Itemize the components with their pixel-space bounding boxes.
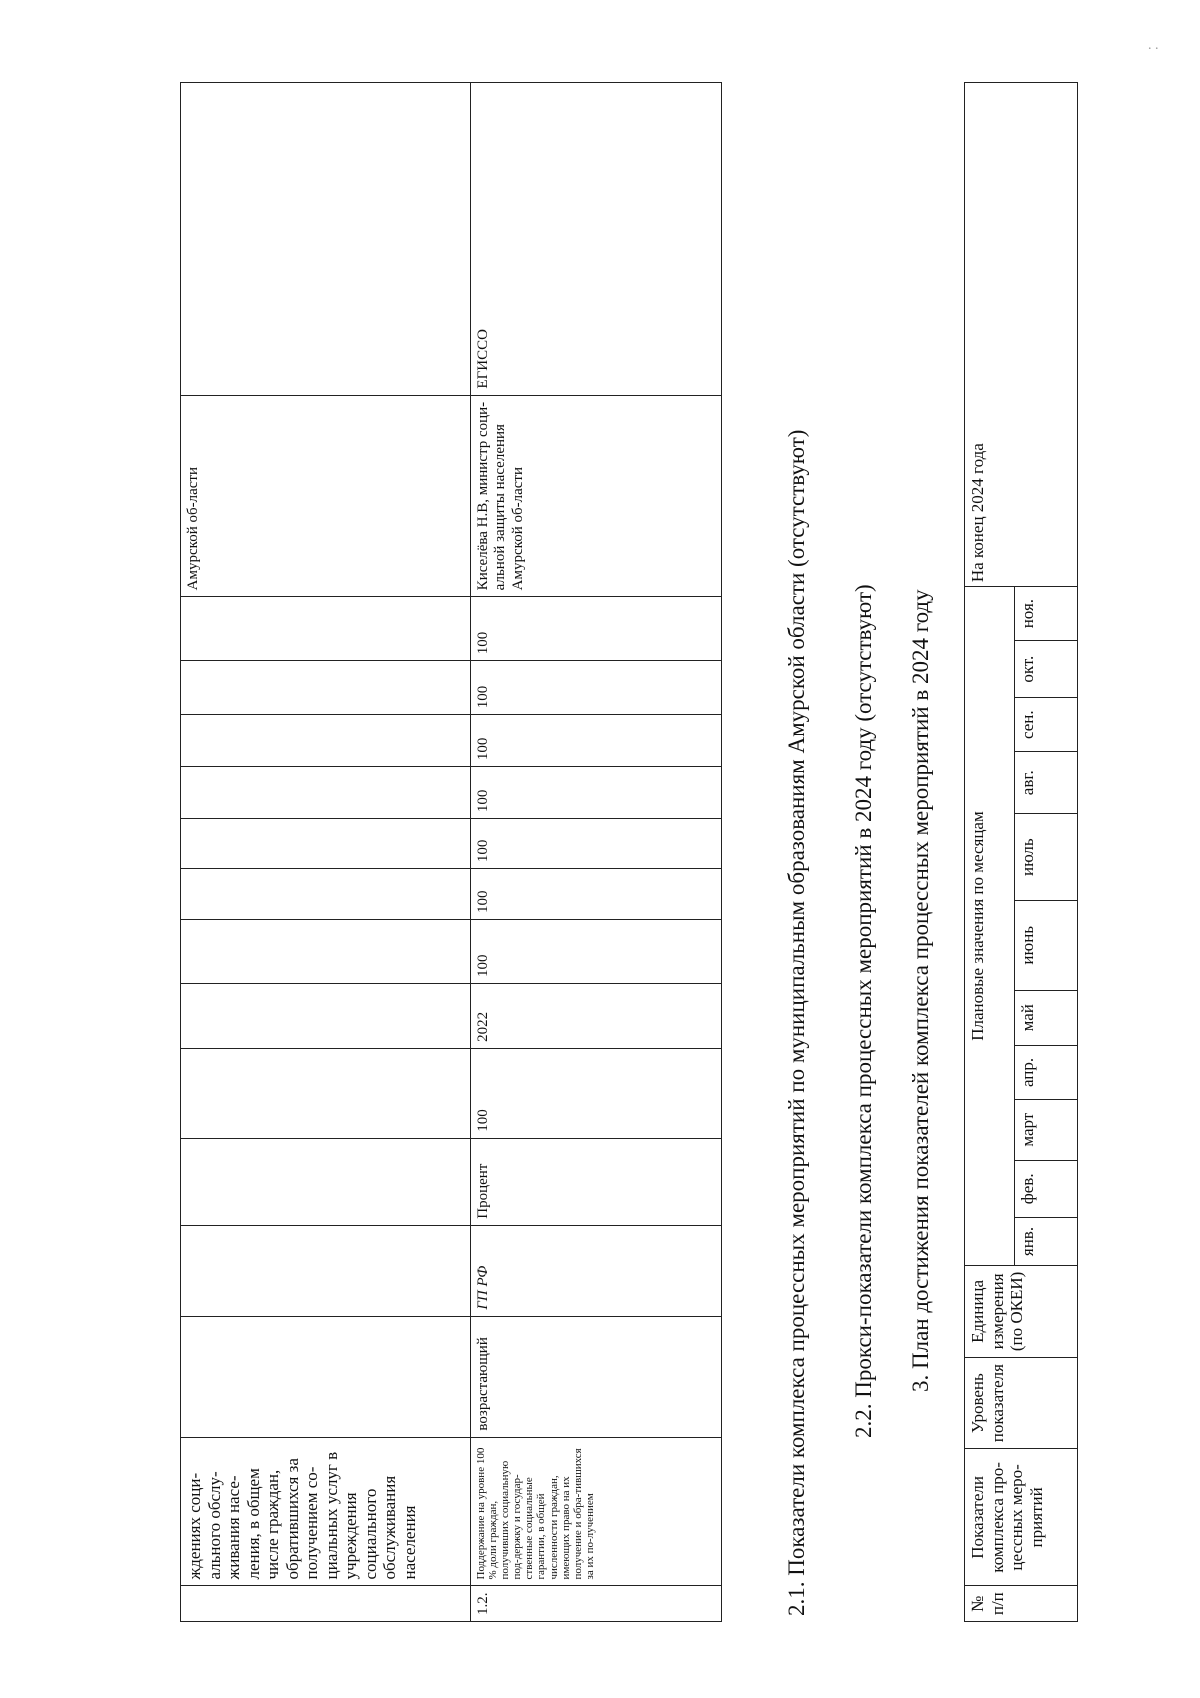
cell-base-value: 100 [471,1048,722,1138]
scan-mark: . . [1148,38,1159,53]
cell-value: 100 [471,819,722,869]
cell-responsible: Киселёва Н.В, министр соци-альной защиты населения Амурской об-ласти [471,395,722,597]
header-month: авг. [1015,752,1078,814]
header-year-end: На конец 2024 года [965,83,1078,587]
table-header-row [965,83,1015,1622]
header-month: май [1015,990,1078,1045]
cell-value: 100 [471,920,722,984]
cell-value: 100 [471,869,722,920]
header-level: Уровень показателя [965,1357,1078,1448]
cell-responsible: Амурской об-ласти [181,395,471,597]
table-row [471,83,722,1622]
header-month: июнь [1015,901,1078,990]
header-indicators: Показатели комплекса про-цессных меро-приятий [965,1449,1078,1586]
cell-unit: Процент [471,1138,722,1225]
cell-level: ГП РФ [471,1225,722,1316]
header-month: апр. [1015,1045,1078,1099]
cell-number [181,1586,471,1622]
header-month: фев. [1015,1160,1078,1218]
header-month: март [1015,1099,1078,1160]
header-plan: Плановые значения по месяцам [965,587,1015,1266]
cell-indicator-name: ждениях соци-ального обслу-живания насе-ления, в общем числе граждан, обратившихся за получением со-циальных услуг в учреждения социального обслуживания населения [181,1437,471,1586]
table-row [181,83,471,1622]
cell-value: 100 [471,767,722,819]
heading-3: 3. План достижения показателей комплекса процессных мероприятий в 2024 году [908,589,933,1392]
heading-2-1: 2.1. Показатели комплекса процессных мероприятий по муниципальным образованиям Амурской области (отсутствуют) [784,429,809,1616]
header-month: ноя. [1015,587,1078,641]
header-month: янв. [1015,1218,1078,1266]
cell-number: 1.2. [471,1586,722,1622]
header-month: сен. [1015,698,1078,752]
header-month: июль [1015,814,1078,901]
cell-direction: возрастающий [471,1316,722,1437]
cell-base-year: 2022 [471,983,722,1048]
header-unit: Единица измерения (по ОКЕИ) [965,1265,1078,1357]
cell-value: 100 [471,661,722,715]
cell-info-system: ЕГИССО [471,83,722,396]
cell-value: 100 [471,597,722,661]
heading-2-2: 2.2. Прокси-показатели комплекса процессных мероприятий в 2024 году (отсутствуют) [851,584,876,1438]
indicators-table [180,82,722,1622]
header-month: окт. [1015,641,1078,698]
plan-table [964,82,1078,1622]
header-num: № п/п [965,1586,1078,1622]
cell-value: 100 [471,715,722,767]
cell-indicator-name: Поддержание на уровне 100 % доли граждан, получивших социальную под-держку и государ-ственные социальные гарантии, в общей численности граждан, имеющих право на их получение и обра-тившихся за их по-лучением [471,1437,722,1586]
